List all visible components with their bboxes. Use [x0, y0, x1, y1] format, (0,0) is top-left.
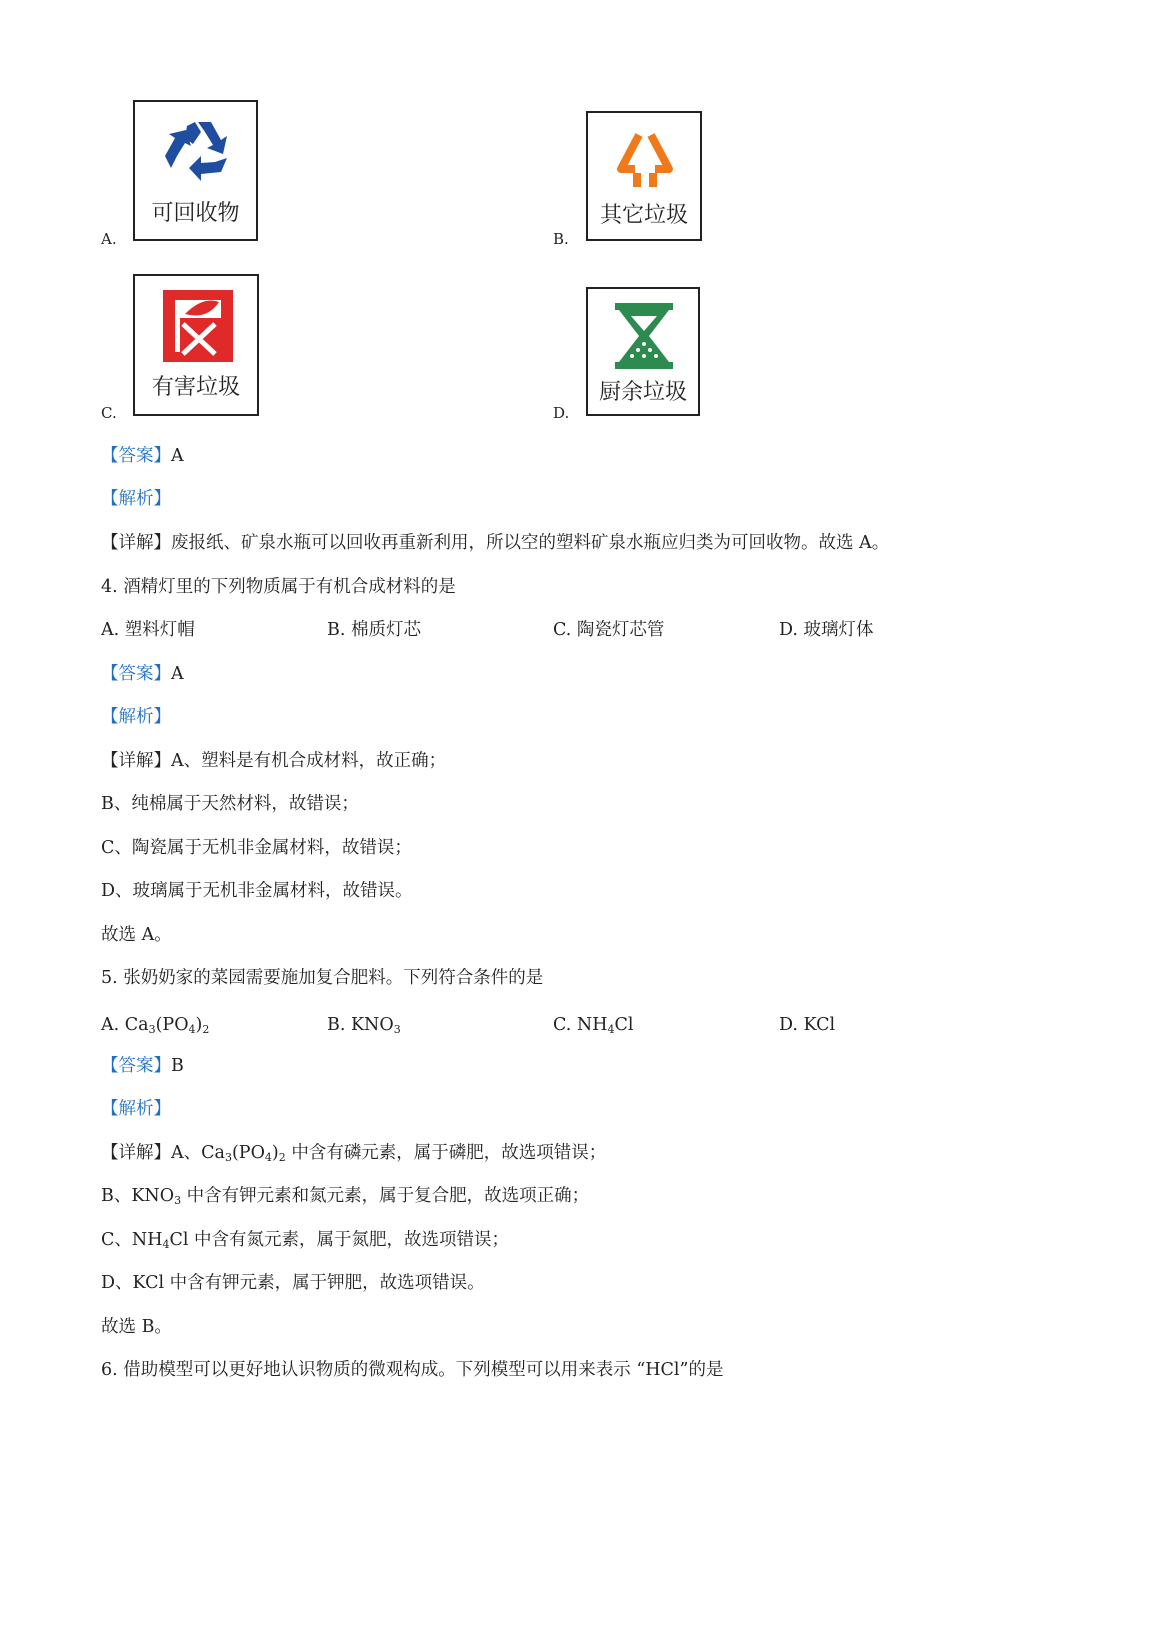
q5-option-c: C. $NH_4Cl$	[553, 1015, 634, 1036]
q3-analysis-tag: 【解析】	[101, 489, 171, 509]
q4-detail-line-4: D、玻璃属于无机非金属材料，故错误。	[101, 881, 413, 901]
q4-option-d: D. 玻璃灯体	[779, 620, 874, 640]
q4-detail-line-1	[101, 749, 446, 773]
q6-stem: 6. 借助模型可以更好地认识物质的微观构成。下列模型可以用来表示 “HCl”的是	[101, 1360, 724, 1380]
q5-detail-line-3: C、$NH_4Cl$ 中含有氮元素，属于氮肥，故选项错误；	[101, 1230, 510, 1251]
option-d-caption: 厨余垃圾	[598, 380, 687, 405]
option-c-image	[133, 274, 259, 416]
option-b-caption: 其它垃圾	[599, 203, 688, 228]
q5-option-b: B. $KNO_3$	[327, 1015, 401, 1036]
answer-tag: 【答案】	[101, 1056, 171, 1076]
answer-value: A	[171, 446, 184, 466]
q5-detail-line-2: B、$KNO_3$ 中含有钾元素和氮元素，属于复合肥，故选项正确；	[101, 1186, 590, 1207]
detail-tag: 【详解】	[101, 1143, 171, 1163]
option-b-letter: B.	[553, 230, 569, 248]
option-c-caption: 有害垃圾	[151, 375, 240, 400]
q4-analysis-tag: 【解析】	[101, 707, 171, 727]
option-c-letter: C.	[101, 404, 117, 422]
detail-text: 废报纸、矿泉水瓶可以回收再重新利用，所以空的塑料矿泉水瓶应归类为可回收物。故选 A。	[171, 533, 890, 553]
answer-tag: 【答案】	[101, 664, 171, 684]
other-waste-icon	[613, 127, 677, 193]
q5-detail-line-4: D、KCl 中含有钾元素，属于钾肥，故选项错误。	[101, 1273, 485, 1293]
q5-option-d: D. KCl	[779, 1015, 836, 1035]
option-d-image	[586, 287, 700, 416]
hazardous-waste-icon	[163, 290, 233, 362]
option-a-image	[133, 100, 258, 241]
option-d-letter: D.	[553, 404, 570, 422]
q4-answer-line	[101, 662, 184, 686]
answer-tag: 【答案】	[101, 446, 171, 466]
q4-option-b: B. 棉质灯芯	[327, 620, 421, 640]
q5-stem: 5. 张奶奶家的菜园需要施加复合肥料。下列符合条件的是	[101, 968, 544, 988]
recycle-icon	[163, 118, 233, 186]
detail-text: A、塑料是有机合成材料，故正确；	[171, 751, 447, 771]
q4-option-a: A. 塑料灯帽	[101, 620, 195, 640]
answer-value: A	[171, 664, 184, 684]
q5-analysis-tag: 【解析】	[101, 1099, 171, 1119]
option-a-caption: 可回收物	[151, 201, 240, 226]
kitchen-waste-icon	[613, 303, 675, 369]
q4-detail-line-2: B、纯棉属于天然材料，故错误；	[101, 794, 359, 814]
q5-answer-line	[101, 1054, 184, 1078]
option-b-image	[586, 111, 702, 241]
answer-value: B	[171, 1056, 184, 1076]
q4-stem: 4. 酒精灯里的下列物质属于有机合成材料的是	[101, 577, 456, 597]
q5-option-a: A. $Ca_3(PO_4)_2$	[101, 1015, 210, 1036]
detail-tag: 【详解】	[101, 533, 171, 553]
q4-detail-line-3: C、陶瓷属于无机非金属材料，故错误；	[101, 838, 412, 858]
q3-detail-line	[101, 531, 889, 555]
q4-conclusion: 故选 A。	[101, 925, 172, 945]
q4-option-c: C. 陶瓷灯芯管	[553, 620, 665, 640]
q5-detail-line-1: 【详解】A、$Ca_3(PO_4)_2$ 中含有磷元素，属于磷肥，故选项错误；	[101, 1143, 607, 1164]
option-a-letter: A.	[101, 230, 117, 248]
detail-tag: 【详解】	[101, 751, 171, 771]
q3-answer-line	[101, 444, 184, 468]
q5-conclusion: 故选 B。	[101, 1317, 172, 1337]
